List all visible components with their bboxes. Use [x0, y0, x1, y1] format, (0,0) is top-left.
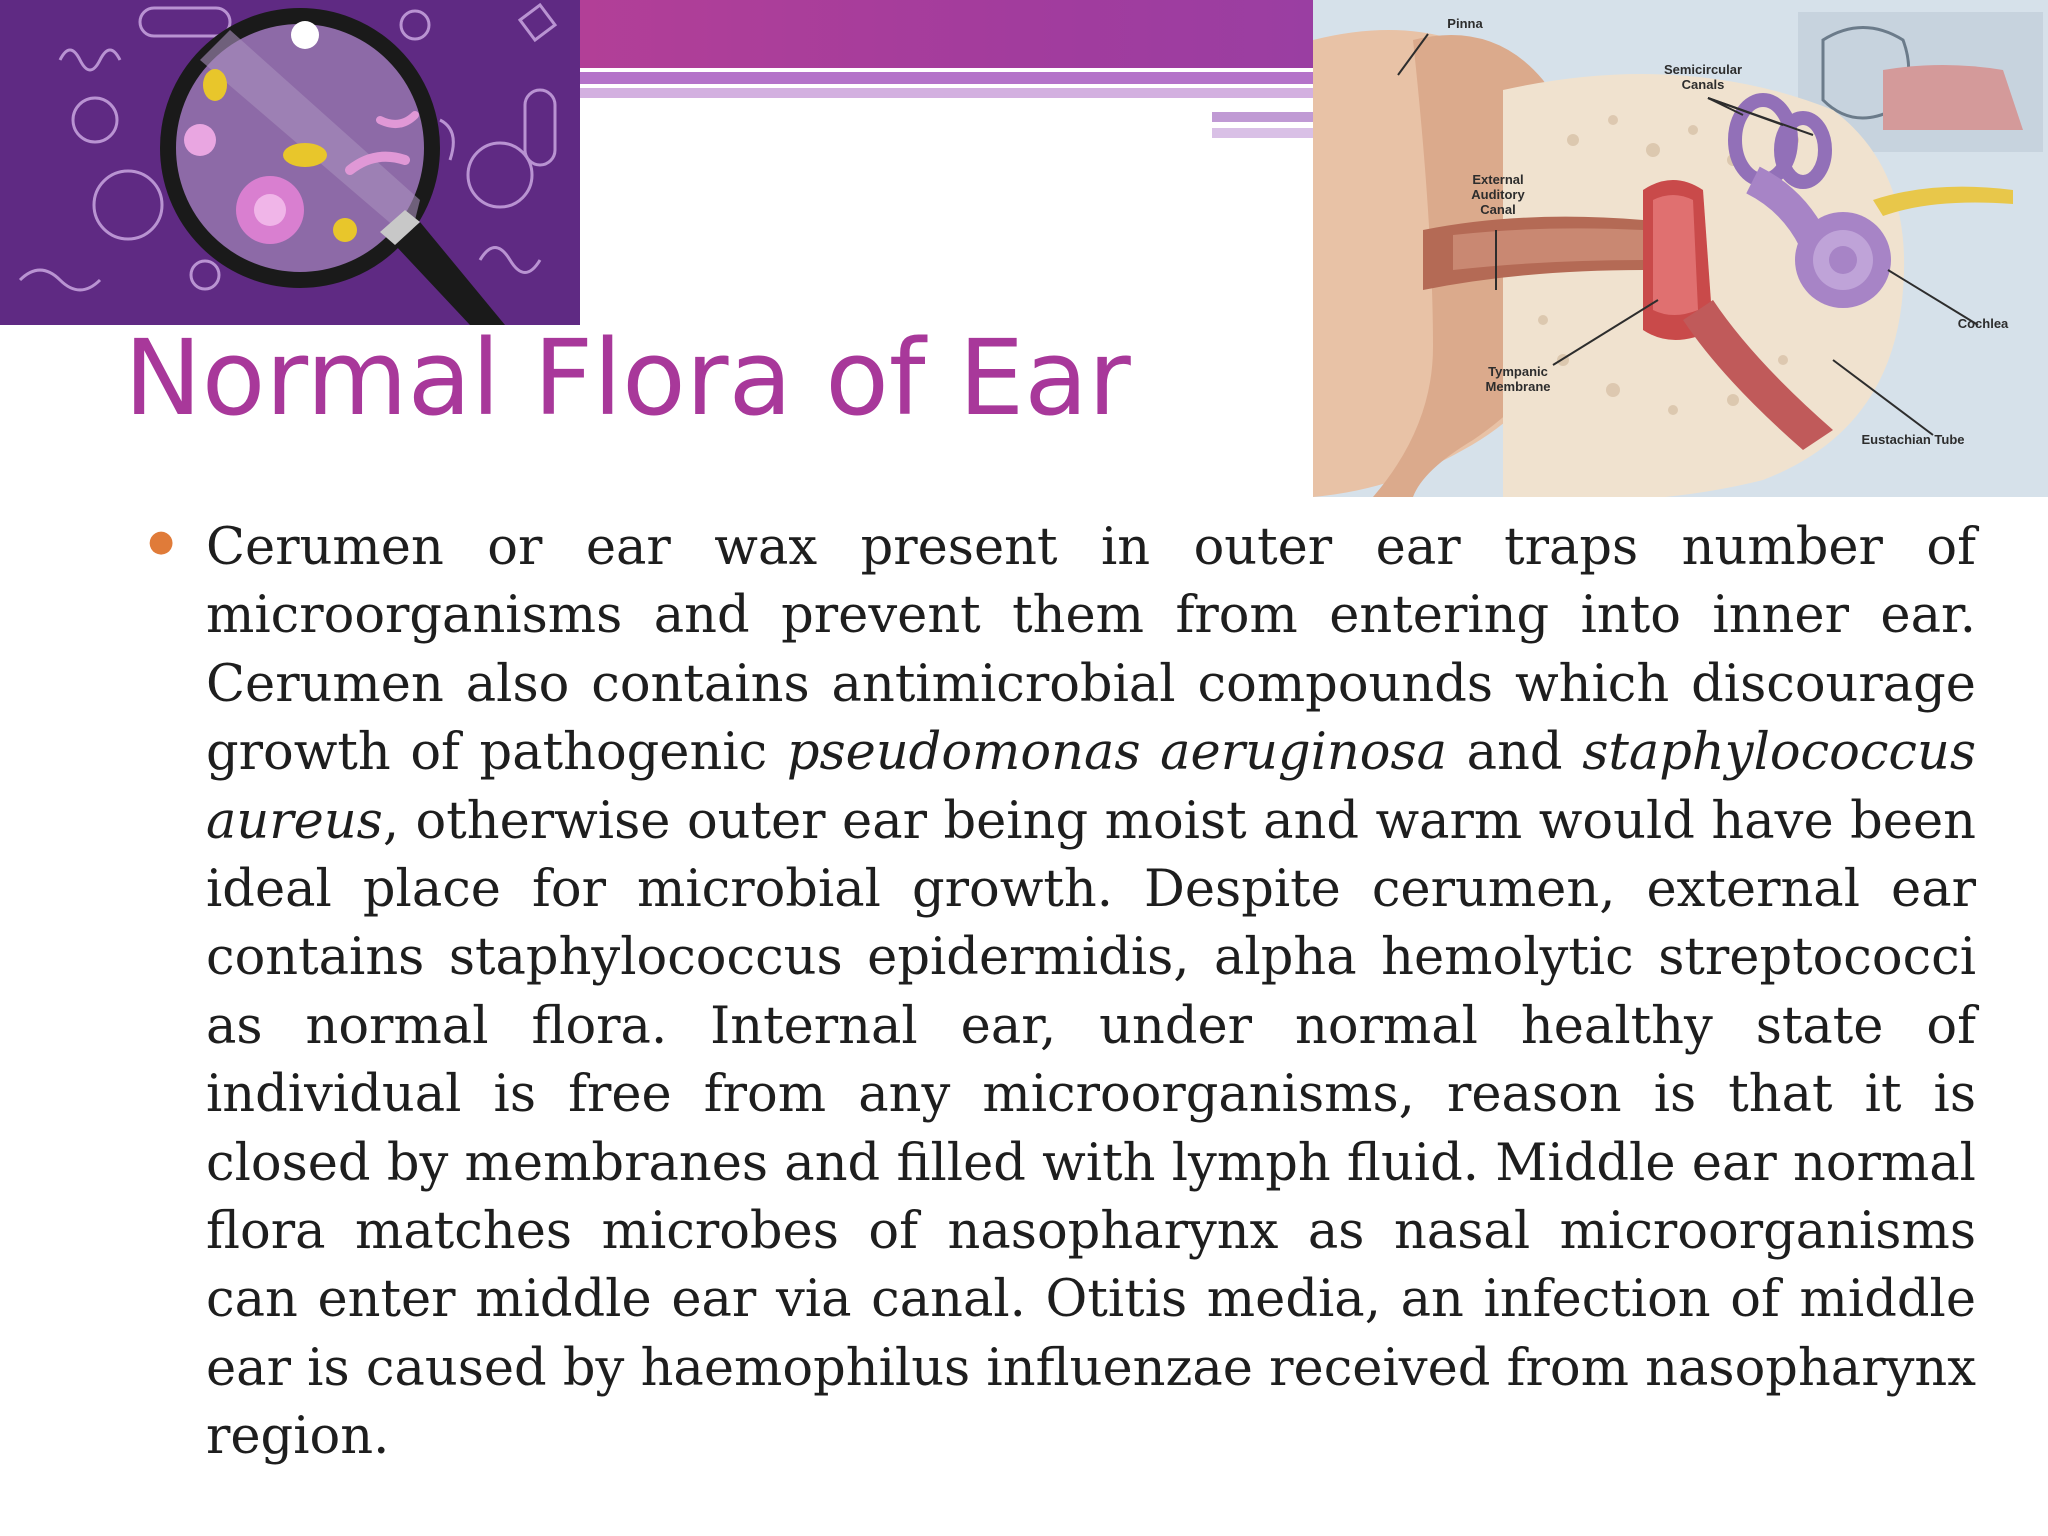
slide-title: Normal Flora of Ear	[124, 317, 1131, 439]
header-bar-short	[1212, 128, 1320, 138]
body-italic-text: pseudomonas aeruginosa	[786, 723, 1448, 783]
header-bar-short	[1212, 112, 1320, 122]
label-external-auditory-canal: External Auditory Canal	[1471, 172, 1525, 217]
header-bar-thin	[580, 72, 1320, 84]
label-cochlea: Cochlea	[1957, 316, 2009, 331]
body-italic-text: staphylococcus aureus	[206, 723, 1976, 851]
label-semicircular-canals: Semicircular Canals	[1663, 62, 1743, 92]
body-text: and	[1447, 723, 1583, 783]
body-text: , otherwise outer ear being moist and warm would have been ideal place for microbial growth. Despite cerumen, external ear contains staphylococcus epidermidis, alpha hemolytic streptococci as normal flora. Internal ear, under normal healthy state of individual is free from any microorganisms, reason is that it is closed by membranes and filled with lymph fluid. Middle ear normal flora matches microbes of nasopharynx as nasal microorganisms can enter middle ear via canal. Otitis media, an infection of middle ear is caused by haemophilus influenzae received from nasopharynx region.	[206, 791, 1976, 1467]
ear-anatomy-diagram	[1313, 0, 2048, 497]
body-text: Cerumen or ear wax present in outer ear traps number of microorganisms and prevent them from entering into inner ear. Cerumen also contains antimicrobial compounds which discourage growth of pathogenic	[206, 518, 1976, 783]
header-bar-thin	[580, 88, 1320, 98]
body-paragraph	[206, 514, 1976, 1472]
label-eustachian-tube: Eustachian Tube	[1861, 432, 1965, 447]
header-bar-main	[580, 0, 1320, 68]
bullet-dot-icon: ●	[148, 524, 175, 559]
label-tympanic-membrane: Tympanic Membrane	[1485, 364, 1551, 394]
label-pinna: Pinna	[1447, 16, 1483, 31]
microbes-illustration	[0, 0, 580, 325]
